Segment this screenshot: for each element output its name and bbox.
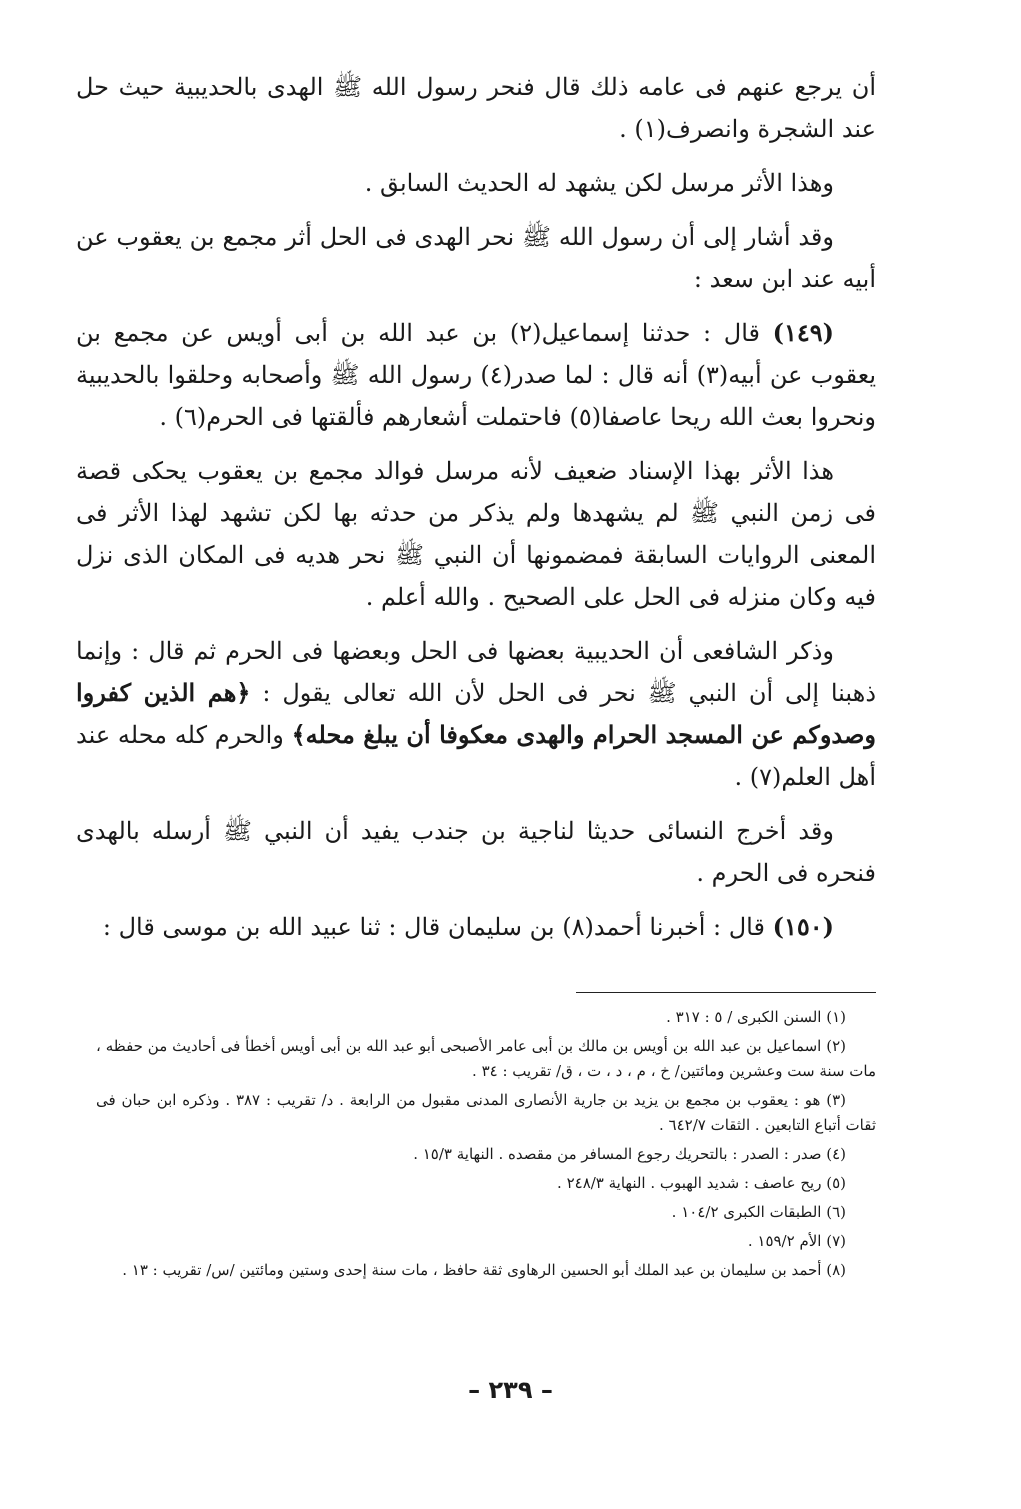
paragraph-text: أن يرجع عنهم فى عامه ذلك قال فنحر رسول الله ﷺ الهدى بالحديبية حيث حل عند الشجرة وانصرف(١) . xyxy=(76,73,876,143)
paragraph-text: قال : حدثنا إسماعيل(٢) بن عبد الله بن أبى أويس عن مجمع بن يعقوب عن أبيه(٣) أنه قال : لما صدر(٤) رسول الله ﷺ وأصحابه وحلقوا بالحديبية ونحروا بعث الله ريحا عاصفا(٥) فاحتملت أشعارهم فألقتها فى الحرم(٦) . xyxy=(76,319,876,431)
footnote-3: (٣) هو : يعقوب بن مجمع بن يزيد بن جارية الأنصارى المدنى مقبول من الرابعة . د/ تقريب : ٣٨٧ . وذكره ابن حبان فى ثقات أتباع التابعين . الثقات ٦٤٢/٧ . xyxy=(96,1091,876,1134)
footnote-divider xyxy=(576,992,876,993)
narration-number: (١٤٩) xyxy=(772,318,835,347)
narration-149 xyxy=(76,312,876,438)
footnote-4: (٤) صدر : الصدر : بالتحريك رجوع المسافر من مقصده . النهاية ١٥/٣ . xyxy=(413,1145,846,1163)
paragraph-text: والحرم كله محله عند أهل العلم(٧) . xyxy=(76,721,876,791)
footnote-1: (١) السنن الكبرى / ٥ : ٣١٧ . xyxy=(666,1008,846,1026)
footnote-2: (٢) اسماعيل بن عبد الله بن أويس بن مالك بن أبى عامر الأصبحى أبو عبد الله بن أبى أويس أخطأ فى أحاديث من حفظه ، مات سنة ست وعشرين ومائتين/ خ ، م ، د ، ت ، ق/ تقريب : ٣٤ . xyxy=(96,1037,876,1080)
paragraph-text: وهذا الأثر مرسل لكن يشهد له الحديث السابق . xyxy=(364,169,834,197)
main-text xyxy=(76,66,876,960)
footnote-5: (٥) ريح عاصف : شديد الهبوب . النهاية ٢٤٨/٣ . xyxy=(557,1174,846,1192)
paragraph-text: قال : أخبرنا أحمد(٨) بن سليمان قال : ثنا عبيد الله بن موسى قال : xyxy=(102,913,765,941)
paragraph-text: وقد أشار إلى أن رسول الله ﷺ نحر الهدى فى الحل أثر مجمع بن يعقوب عن أبيه عند ابن سعد : xyxy=(76,223,876,293)
footnotes xyxy=(96,992,876,1287)
quran-verse: ﴿هم الذين كفروا وصدوكم عن المسجد الحرام والهدى معكوفا أن يبلغ محله﴾ xyxy=(76,678,876,749)
footnote-6: (٦) الطبقات الكبرى ١٠٤/٢ . xyxy=(671,1203,846,1221)
paragraph-1 xyxy=(76,66,876,150)
paragraph-text: هذا الأثر بهذا الإسناد ضعيف لأنه مرسل فوالد مجمع بن يعقوب يحكى قصة فى زمن النبي ﷺ لم يشهدها ولم يذكر من حدثه بها لكن تشهد لهذا الأثر فى المعنى الروايات السابقة فمضمونها أن النبي ﷺ نحر هديه فى المكان الذى نزل فيه وكان منزله فى الحل على الصحيح . والله أعلم . xyxy=(76,457,876,611)
paragraph-6 xyxy=(76,630,876,798)
page-number: – ٢٣٩ – xyxy=(468,1376,553,1404)
paragraph-3 xyxy=(76,216,876,300)
narration-number: (١٥٠) xyxy=(772,912,834,941)
narration-150 xyxy=(76,906,876,948)
paragraph-text: وذكر الشافعى أن الحديبية بعضها فى الحل وبعضها فى الحرم ثم قال : وإنما ذهبنا إلى أن النبي ﷺ نحر فى الحل لأن الله تعالى يقول : xyxy=(76,637,877,707)
footnote-7: (٧) الأم ١٥٩/٢ . xyxy=(747,1232,846,1250)
footnote-8: (٨) أحمد بن سليمان بن عبد الملك أبو الحسين الرهاوى ثقة حافظ ، مات سنة إحدى وستين ومائتين /س/ تقريب : ١٣ . xyxy=(122,1261,846,1279)
paragraph-7 xyxy=(76,810,876,894)
paragraph-5 xyxy=(76,450,876,618)
paragraph-text: وقد أخرج النسائى حديثا لناجية بن جندب يفيد أن النبي ﷺ أرسله بالهدى فنحره فى الحرم . xyxy=(76,817,876,887)
paragraph-2 xyxy=(76,162,876,204)
